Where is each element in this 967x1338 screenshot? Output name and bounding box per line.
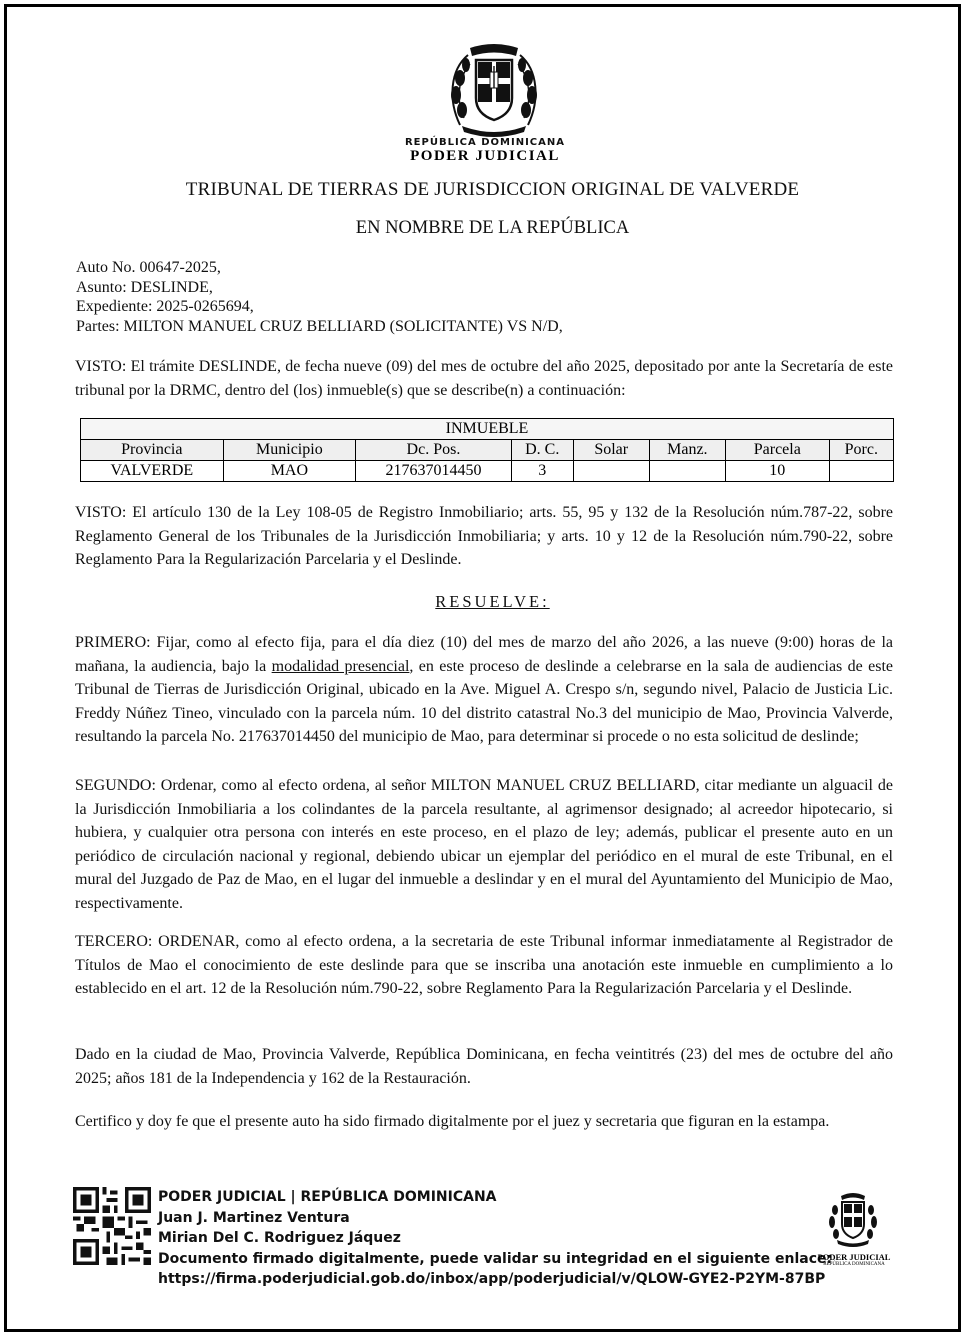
qr-code[interactable] xyxy=(73,1187,151,1265)
dado-paragraph: Dado en la ciudad de Mao, Provincia Valverde, República Dominicana, en fecha veintitrés (23) del mes de octubre del año 2025; años 181 de la Independencia y 162 de la Restauración. xyxy=(75,1046,893,1087)
primero-text-start: PRIMERO: Fijar, como al efecto fija, para el día diez (10) del mes de marzo del año 2026, a las nueve (9:00) horas de la mañana, la audiencia, bajo la xyxy=(75,634,893,675)
column-header: Solar xyxy=(573,440,649,461)
case-meta xyxy=(76,258,563,336)
poder-judicial-small-emblem xyxy=(823,1190,883,1248)
cell-porc xyxy=(829,461,893,482)
column-header: Porc. xyxy=(829,440,893,461)
column-header: Parcela xyxy=(725,440,829,461)
primero-paragraph xyxy=(75,631,893,749)
column-header: Manz. xyxy=(649,440,725,461)
signature-judge: Juan J. Martinez Ventura xyxy=(158,1209,350,1226)
cell-manz xyxy=(649,461,725,482)
cell-municipio: MAO xyxy=(223,461,356,482)
column-header: Provincia xyxy=(81,440,224,461)
expediente: Expediente: 2025-0265694, xyxy=(76,298,254,315)
column-header: D. C. xyxy=(511,440,573,461)
header-poder-judicial: PODER JUDICIAL xyxy=(410,148,560,164)
signature-notice: Documento firmado digitalmente, puede validar su integridad en el siguiente enlace: xyxy=(158,1250,833,1267)
cell-parcela: 10 xyxy=(725,461,829,482)
cell-dc: 3 xyxy=(511,461,573,482)
column-header: Municipio xyxy=(223,440,356,461)
cell-solar xyxy=(573,461,649,482)
signature-validation-link[interactable]: https://firma.poderjudicial.gob.do/inbox/app/poderjudicial/v/QLOW-GYE2-P2YM-87BP xyxy=(158,1271,826,1287)
partes: Partes: MILTON MANUEL CRUZ BELLIARD (SOLICITANTE) VS N/D, xyxy=(76,317,563,335)
auto-number: Auto No. 00647-2025, xyxy=(76,259,221,276)
table-row xyxy=(81,461,894,482)
tercero-paragraph: TERCERO: ORDENAR, como al efecto ordena, a la secretaria de este Tribunal informar inmediatamente al Registrador de Títulos de Mao el conocimiento de este deslinde para que se inscriba una anotación este inmueble en cumplimiento a lo establecido en el art. 12 de la Resolución núm.790-22, sobre Reglamento Para la Regularización Parcelaria y el Deslinde. xyxy=(75,933,893,997)
digital-signature-block xyxy=(158,1187,832,1290)
asunto: Asunto: DESLINDE, xyxy=(76,278,213,296)
certifico-paragraph: Certifico y doy fe que el presente auto ha sido firmado digitalmente por el juez y secretaria que figuran en la estampa. xyxy=(75,1113,830,1130)
visto-paragraph-2: VISTO: El artículo 130 de la Ley 108-05 de Registro Inmobiliario; arts. 55, 95 y 132 de la Resolución núm.787-22, sobre Reglamento General de los Tribunales de la Jurisdicción Inmobiliaria; y arts. 10 y 12 de la Resolución núm.790-22, sobre Reglamento Para la Regularización Parcelaria y el Deslinde. xyxy=(75,504,893,568)
tribunal-title: TRIBUNAL DE TIERRAS DE JURISDICCION ORIGINAL DE VALVERDE xyxy=(185,179,800,200)
cell-provincia: VALVERDE xyxy=(81,461,224,482)
resuelve-heading: RESUELVE: xyxy=(435,592,550,611)
signature-institution: PODER JUDICIAL | REPÚBLICA DOMINICANA xyxy=(158,1189,497,1205)
table-title: INMUEBLE xyxy=(81,419,894,440)
header-republica: REPÚBLICA DOMINICANA xyxy=(404,137,565,148)
stamp-poder-judicial: PODER JUDICIAL xyxy=(817,1252,891,1262)
modalidad-presencial: modalidad presencial xyxy=(271,657,410,675)
column-header: Dc. Pos. xyxy=(356,440,512,461)
stamp-republica: REPÚBLICA DOMINICANA xyxy=(823,1262,885,1267)
coat-of-arms-emblem xyxy=(440,40,548,140)
segundo-paragraph: SEGUNDO: Ordenar, como al efecto ordena, al señor MILTON MANUEL CRUZ BELLIARD, citar mediante un alguacil de la Jurisdicción Inmobiliaria a los colindantes de la parcela resultante, al agrimensor designado; al acreedor hipotecario, si hubiera, y cualquier otra persona con interés en este proceso, en el plazo de ley; además, publicar el presente auto en un periódico de circulación nacional y regional, debiendo ubicar un ejemplar del periódico en el mural de este Tribunal, en el mural del Juzgado de Paz de Mao, en el lugar del inmueble a deslindar y en el mural del Ayuntamiento del Municipio de Mao, respectivamente. xyxy=(75,777,893,912)
inmueble-table xyxy=(80,418,894,482)
nombre-republica: EN NOMBRE DE LA REPÚBLICA xyxy=(355,218,630,238)
signature-secretary: Mirian Del C. Rodriguez Jáquez xyxy=(158,1230,401,1246)
primero-text-end: , en este proceso de deslinde a celebrarse en la sala de audiencias de este Tribunal de Tierras de Jurisdicción Original, ubicado en la Ave. Miguel A. Crespo s/n, segundo nivel, Palacio de Justicia Lic. Freddy Núñez Tineo, vinculado con la parcela núm. 10 del distrito catastral No.3 del municipio de Mao, Provincia Valverde, resultando la parcela No. 217637014450 del municipio de Mao, para determinar si procede o no esta solicitud de deslinde; xyxy=(75,657,894,745)
visto-paragraph-1: VISTO: El trámite DESLINDE, de fecha nueve (09) del mes de octubre del año 2025, depositado por ante la Secretaría de este tribunal por la DRMC, dentro del (los) inmueble(s) que se describe(n) a continuación: xyxy=(75,358,893,399)
cell-dc-pos: 217637014450 xyxy=(356,461,512,482)
